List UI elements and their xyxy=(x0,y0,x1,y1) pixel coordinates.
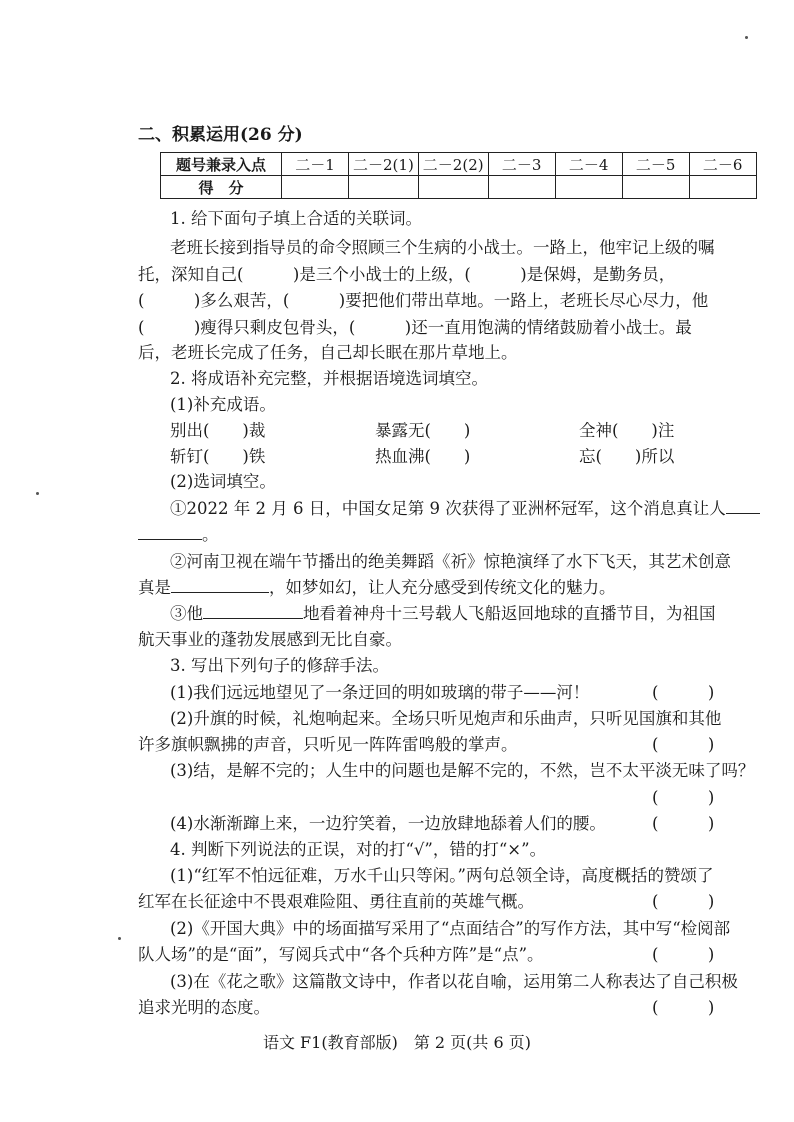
q2-sub2: (2)选词填空。 xyxy=(170,472,276,491)
q1-title: 1. 给下面句子填上合适的关联词。 xyxy=(170,209,422,228)
q2-item-text: 。 xyxy=(202,525,219,544)
idiom-item: 暴露无( ) xyxy=(375,421,471,440)
answer-blank[interactable] xyxy=(203,602,303,619)
q1-line: ( )瘦得只剩皮包骨头，( )还一直用饱满的情绪鼓励着小战士。最 xyxy=(138,318,692,337)
q3-line: (4)水渐渐蹿上来，一边狞笑着，一边放肆地舔着人们的腰。 xyxy=(170,814,606,833)
q1-line: ( )多么艰苦，( )要把他们带出草地。一路上，老班长尽心尽力，他 xyxy=(138,291,709,310)
page-footer: 语文 F1(教育部版) 第 2 页(共 6 页) xyxy=(262,1033,532,1052)
answer-paren[interactable]: ( ) xyxy=(652,892,715,911)
q4-line: (1)“红军不怕远征难，万水千山只等闲。”两句总领全诗，高度概括的赞颂了 xyxy=(170,866,714,885)
idiom-item: 忘( )所以 xyxy=(579,447,675,466)
q2-item-1 xyxy=(170,497,760,521)
score-col-4: 二－3 xyxy=(488,153,555,176)
q2-sub1: (1)补充成语。 xyxy=(170,395,276,414)
idiom-item: 斩钉( )铁 xyxy=(170,447,266,466)
section-title: 二、积累运用(26 分) xyxy=(138,125,303,145)
q4-line: (3)在《花之歌》这篇散文诗中，作者以花自喻，运用第二人称表达了自己积极 xyxy=(170,972,738,991)
score-table-header: 题号兼录入点 xyxy=(161,153,282,176)
score-cell[interactable] xyxy=(555,176,622,199)
answer-paren[interactable]: ( ) xyxy=(652,945,715,964)
score-col-2: 二－2(1) xyxy=(349,153,419,176)
q1-line: 托，深知自己( )是三个小战士的上级，( )是保姆，是勤务员， xyxy=(138,265,676,284)
answer-paren[interactable]: ( ) xyxy=(652,683,715,702)
q4-line: 队人场”的是“面”，写阅兵式中“各个兵种方阵”是“点”。 xyxy=(138,945,544,964)
score-cell[interactable] xyxy=(622,176,689,199)
answer-blank[interactable] xyxy=(138,523,202,540)
score-cell[interactable] xyxy=(349,176,419,199)
answer-paren[interactable]: ( ) xyxy=(652,998,715,1017)
score-cell[interactable] xyxy=(488,176,555,199)
score-cell[interactable] xyxy=(282,176,349,199)
q2-item-3-cont: 航天事业的蓬勃发展感到无比自豪。 xyxy=(138,630,402,649)
q1-line: 老班长接到指导员的命令照顾三个生病的小战士。一路上，他牢记上级的嘱 xyxy=(170,238,715,257)
q2-item-text: ①2022 年 2 月 6 日，中国女足第 9 次获得了亚洲杯冠军，这个消息真让人 xyxy=(170,499,726,518)
q2-item-2-cont xyxy=(138,576,616,600)
q1-line: 后，老班长完成了任务，自己却长眠在那片草地上。 xyxy=(138,343,518,362)
q3-line: (3)结，是解不完的；人生中的问题也是解不完的，不然，岂不太平淡无味了吗？ xyxy=(170,761,755,780)
q2-item-2: ②河南卫视在端午节播出的绝美舞蹈《祈》惊艳演绎了水下飞天，其艺术创意 xyxy=(170,552,731,571)
q2-item-text: ③他 xyxy=(170,604,203,623)
q3-line: (1)我们远远地望见了一条迂回的明如玻璃的带子——河！ xyxy=(170,683,590,702)
score-table xyxy=(160,152,757,199)
q2-item-3 xyxy=(170,602,716,626)
score-col-1: 二－1 xyxy=(282,153,349,176)
scan-speck xyxy=(118,937,121,940)
q3-title: 3. 写出下列句子的修辞手法。 xyxy=(170,656,389,675)
q2-item-text: ，如梦如幻，让人充分感受到传统文化的魅力。 xyxy=(269,578,616,597)
answer-paren[interactable]: ( ) xyxy=(652,788,715,807)
score-row-label: 得 分 xyxy=(161,176,282,199)
score-col-6: 二－5 xyxy=(622,153,689,176)
q3-line: (2)升旗的时候，礼炮响起来。全场只听见炮声和乐曲声，只听见国旗和其他 xyxy=(170,709,722,728)
scan-speck xyxy=(36,492,39,495)
q2-item-text: 地看着神舟十三号载人飞船返回地球的直播节目，为祖国 xyxy=(303,604,716,623)
score-col-3: 二－2(2) xyxy=(418,153,488,176)
q2-item-text: 真是 xyxy=(138,578,171,597)
q3-line: 许多旗帜飘拂的声音，只听见一阵阵雷鸣般的掌声。 xyxy=(138,735,518,754)
scan-speck xyxy=(745,36,748,39)
score-cell[interactable] xyxy=(689,176,756,199)
idiom-item: 全神( )注 xyxy=(579,421,675,440)
score-col-7: 二－6 xyxy=(689,153,756,176)
answer-blank[interactable] xyxy=(171,576,269,593)
q4-title: 4. 判断下列说法的正误，对的打“√”，错的打“×”。 xyxy=(170,840,547,859)
q2-title: 2. 将成语补充完整，并根据语境选词填空。 xyxy=(170,369,488,388)
idiom-item: 热血沸( ) xyxy=(375,447,471,466)
answer-paren[interactable]: ( ) xyxy=(652,735,715,754)
score-table-header-row xyxy=(161,153,757,176)
answer-paren[interactable]: ( ) xyxy=(652,814,715,833)
q4-line: 追求光明的态度。 xyxy=(138,998,270,1017)
score-table-score-row xyxy=(161,176,757,199)
q4-line: 红军在长征途中不畏艰难险阻、勇往直前的英雄气概。 xyxy=(138,892,534,911)
q4-line: (2)《开国大典》中的场面描写采用了“点面结合”的写作方法，其中写“检阅部 xyxy=(170,919,731,938)
answer-blank[interactable] xyxy=(726,497,760,514)
idiom-item: 别出( )裁 xyxy=(170,421,266,440)
score-col-5: 二－4 xyxy=(555,153,622,176)
q2-item-1-cont xyxy=(138,523,219,547)
score-cell[interactable] xyxy=(418,176,488,199)
